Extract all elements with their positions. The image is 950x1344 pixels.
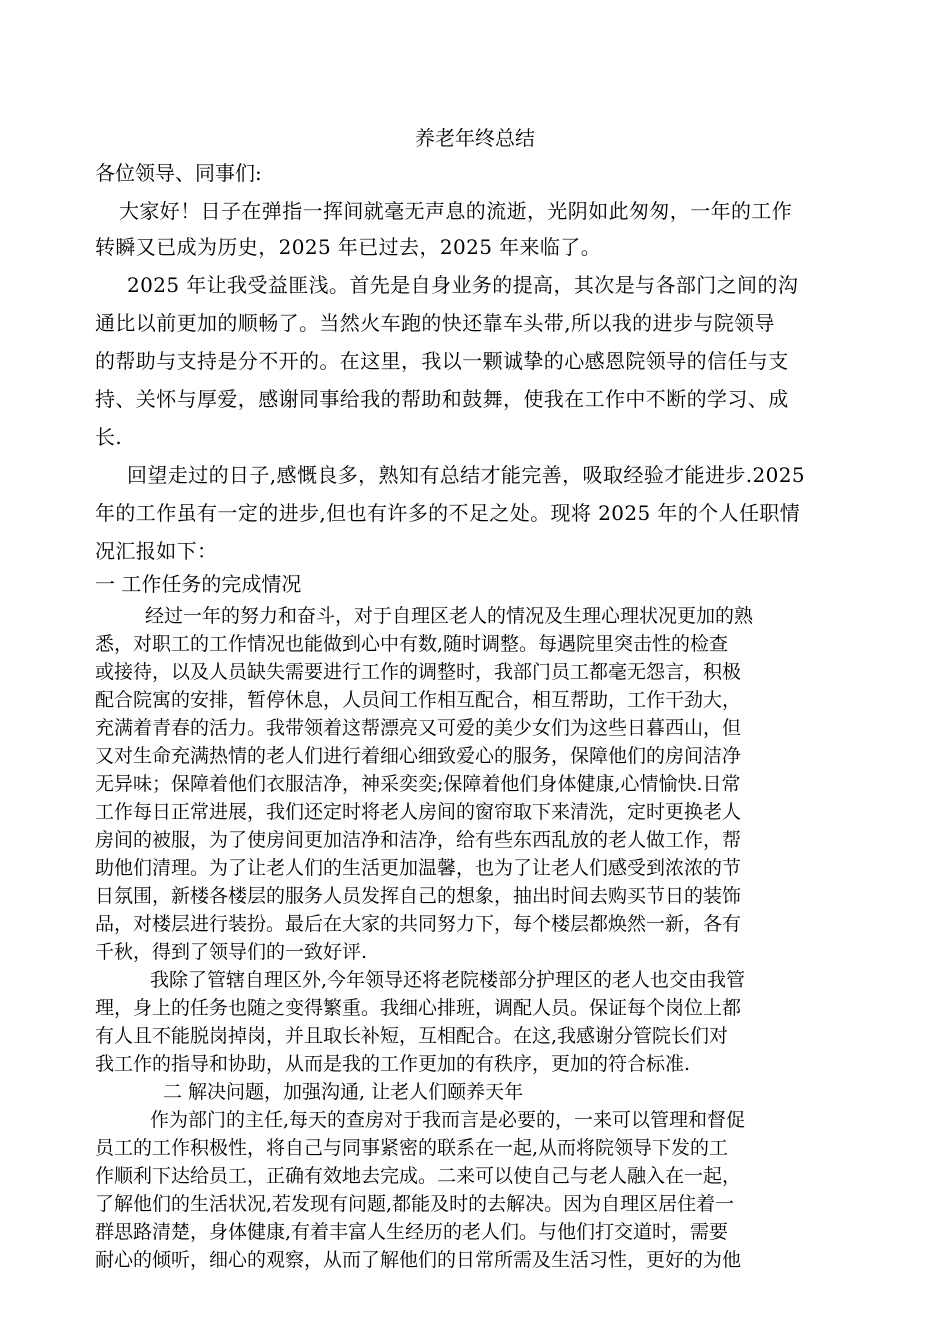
paragraph-line: 理，身上的任务也随之变得繁重。我细心排班，调配人员。保证每个岗位上都	[95, 997, 742, 1019]
paragraph-line: 了解他们的生活状况,若发现有问题,都能及时的去解决。因为自理区居住着一	[95, 1193, 735, 1215]
paragraph-line: 作为部门的主任,每天的查房对于我而言是必要的，一来可以管理和督促	[150, 1109, 746, 1131]
paragraph-line: 的帮助与支持是分不开的。在这里，我以一颗诚挚的心感恩院领导的信任与支	[95, 349, 789, 373]
section-2-heading: 二 解决问题，加强沟通, 让老人们颐养天年	[163, 1081, 524, 1103]
paragraph-line: 悉，对职工的工作情况也能做到心中有数,随时调整。每遇院里突击性的检查	[95, 633, 729, 655]
document-title: 养老年终总结	[415, 126, 535, 150]
paragraph-line: 品，对楼层进行装扮。最后在大家的共同努力下，每个楼层都焕然一新，各有	[95, 913, 742, 935]
paragraph-line: 转瞬又已成为历史，2025 年已过去，2025 年来临了。	[95, 235, 602, 259]
paragraph-line: 长.	[95, 425, 123, 449]
paragraph-line: 作顺利下达给员工，正确有效地去完成。二来可以使自己与老人融入在一起，	[95, 1165, 742, 1187]
paragraph-line: 日氛围，新楼各楼层的服务人员发挥自己的想象，抽出时间去购买节日的装饰	[95, 885, 742, 907]
paragraph-line: 配合院寓的安排，暂停休息，人员间工作相互配合，相互帮助，工作干劲大，	[95, 689, 742, 711]
paragraph-line: 又对生命充满热情的老人们进行着细心细致爱心的服务，保障他们的房间洁净	[95, 745, 742, 767]
paragraph-line: 充满着青春的活力。我带领着这帮漂亮又可爱的美少女们为这些日暮西山，但	[95, 717, 742, 739]
paragraph-line: 群思路清楚，身体健康,有着丰富人生经历的老人们。与他们打交道时，需要	[95, 1221, 729, 1243]
paragraph-line: 大家好！日子在弹指一挥间就毫无声息的流逝，光阴如此匆匆，一年的工作	[119, 199, 793, 223]
paragraph-line: 房间的被服，为了使房间更加洁净和洁净，给有些东西乱放的老人做工作，帮	[95, 829, 742, 851]
salutation: 各位领导、同事们:	[95, 161, 262, 185]
paragraph-line: 我除了管辖自理区外,今年领导还将老院楼部分护理区的老人也交由我管	[150, 969, 746, 991]
paragraph-line: 有人且不能脱岗掉岗，并且取长补短，互相配合。在这,我感谢分管院长们对	[95, 1025, 729, 1047]
paragraph-line: 助他们清理。为了让老人们的生活更加温馨，也为了让老人们感受到浓浓的节	[95, 857, 742, 879]
paragraph-line: 员工的工作积极性，将自己与同事紧密的联系在一起,从而将院领导下发的工	[95, 1137, 729, 1159]
paragraph-line: 持、关怀与厚爱，感谢同事给我的帮助和鼓舞，使我在工作中不断的学习、成	[95, 387, 789, 411]
section-1-heading: 一 工作任务的完成情况	[95, 572, 302, 596]
paragraph-line: 无异味；保障着他们衣服洁净，神采奕奕;保障着他们身体健康,心情愉快.日常	[95, 773, 741, 795]
paragraph-line: 耐心的倾听，细心的观察，从而了解他们的日常所需及生活习性，更好的为他	[95, 1249, 742, 1271]
paragraph-line: 或接待，以及人员缺失需要进行工作的调整时，我部门员工都毫无怨言，积极	[95, 661, 742, 683]
paragraph-line: 回望走过的日子,感慨良多，熟知有总结才能完善，吸取经验才能进步.2025	[127, 463, 806, 487]
paragraph-line: 经过一年的努力和奋斗，对于自理区老人的情况及生理心理状况更加的熟	[145, 605, 754, 627]
paragraph-line: 年的工作虽有一定的进步,但也有许多的不足之处。现将 2025 年的个人任职情	[95, 501, 801, 525]
paragraph-line: 2025 年让我受益匪浅。首先是自身业务的提高，其次是与各部门之间的沟	[127, 273, 799, 297]
paragraph-line: 工作每日正常进展，我们还定时将老人房间的窗帘取下来清洗，定时更换老人	[95, 801, 742, 823]
paragraph-line: 千秋，得到了领导们的一致好评.	[95, 941, 368, 963]
paragraph-line: 通比以前更加的顺畅了。当然火车跑的快还靠车头带,所以我的进步与院领导	[95, 311, 775, 335]
paragraph-line: 我工作的指导和协助，从而是我的工作更加的有秩序，更加的符合标准.	[95, 1053, 691, 1075]
paragraph-line: 况汇报如下：	[95, 539, 218, 563]
